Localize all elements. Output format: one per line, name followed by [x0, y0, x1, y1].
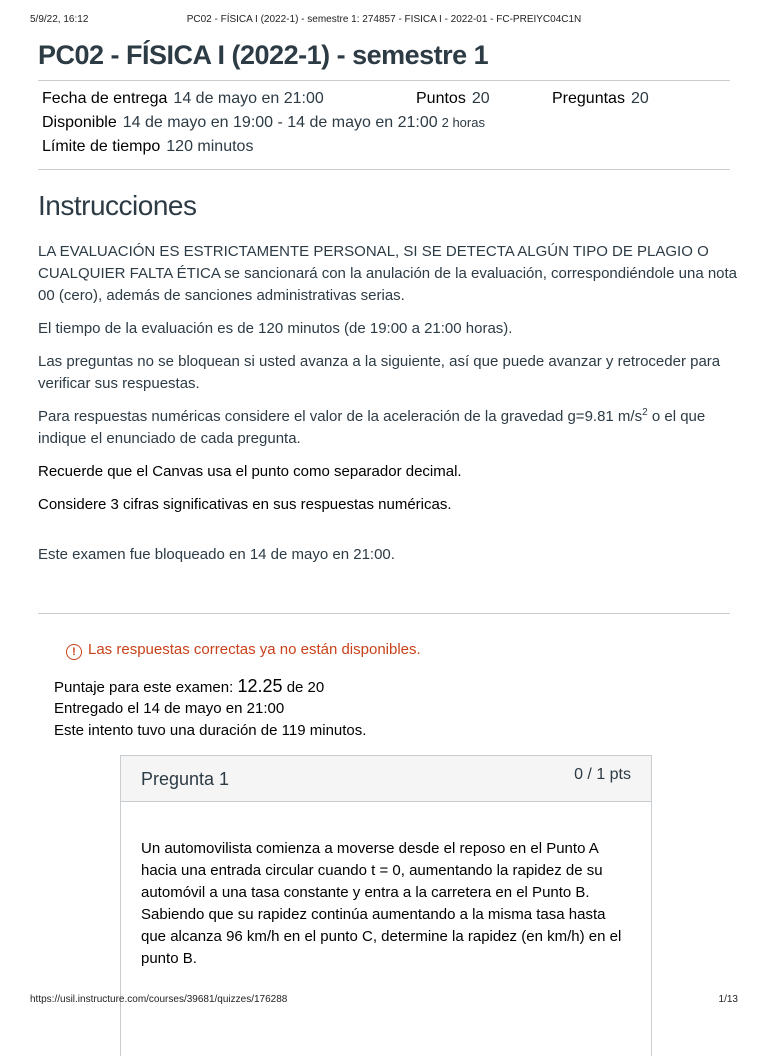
available-row: [42, 114, 485, 132]
available-duration: 2 horas: [441, 115, 485, 130]
instructions-paragraph: LA EVALUACIÓN ES ESTRICTAMENTE PERSONAL, SI SE DETECTA ALGÚN TIPO DE PLAGIO O CUALQUIER FALTA ÉTICA se sancionará con la anulación de la evaluación, correspondiéndole una nota 00 (cero), además de sanciones administrativas serias.: [38, 243, 738, 304]
available-label: Disponible: [42, 114, 117, 131]
instructions-sigfig-note: Considere 3 cifras significativas en sus respuestas numéricas.: [38, 496, 452, 513]
question-header: [121, 756, 651, 802]
points-label: Puntos: [416, 90, 466, 107]
question-text: Un automovilista comienza a moverse desde el reposo en el Punto A hacia una entrada circular cuando t = 0, aumentando la rapidez de su automóvil a una tasa constante y entra a la carretera en el Punto B. Sabiendo que su rapidez continúa aumentando a la misma tasa hasta que alcanza 96 km/h en el punto C, determine la rapidez (en km/h) en el punto B.: [141, 840, 622, 967]
divider: [38, 613, 730, 614]
warning-text: Las respuestas correctas ya no están disponibles.: [88, 641, 421, 658]
gravity-text-end: o el que indique el enunciado de cada pregunta.: [38, 408, 706, 447]
locked-notice: Este examen fue bloqueado en 14 de mayo en 21:00.: [38, 546, 395, 563]
time-limit-value: 120 minutos: [166, 138, 254, 155]
gravity-text: Para respuestas numéricas considere el valor de la aceleración de la gravedad g=9.81 m/s: [38, 408, 643, 425]
divider: [38, 169, 730, 170]
questions-label: Preguntas: [552, 90, 625, 107]
score-label: Puntaje para este examen:: [54, 679, 234, 696]
instructions-paragraph-gravity: [38, 406, 738, 450]
print-title: PC02 - FÍSICA I (2022-1) - semestre 1: 274857 - FISICA I - 2022-01 - FC-PREIYC04C1N: [186, 14, 582, 25]
answers-unavailable-alert: [66, 641, 421, 660]
instructions-heading: Instrucciones: [38, 190, 197, 221]
page-url: https://usil.instructure.com/courses/39681/quizzes/176288: [30, 994, 288, 1005]
score-total: de 20: [286, 679, 325, 696]
due-value: 14 de mayo en 21:00: [173, 90, 324, 107]
due-label: Fecha de entrega: [42, 90, 168, 107]
divider: [38, 80, 730, 81]
questions-value: 20: [630, 90, 649, 107]
question-title: Pregunta 1: [141, 769, 230, 789]
print-date: 5/9/22, 16:12: [30, 14, 89, 25]
score-value: 12.25: [237, 676, 283, 696]
score-line: [54, 676, 324, 697]
instructions-paragraph: Las preguntas no se bloquean si usted avanza a la siguiente, así que puede avanzar y retroceder para verificar sus respuestas.: [38, 353, 721, 392]
available-value: 14 de mayo en 19:00 - 14 de mayo en 21:00: [122, 114, 438, 131]
instructions-decimal-note: Recuerde que el Canvas usa el punto como separador decimal.: [38, 463, 462, 480]
points-value: 20: [471, 90, 490, 107]
question-points: 0 / 1 pts: [574, 766, 631, 783]
exponent: 2: [642, 407, 648, 418]
time-limit-label: Límite de tiempo: [42, 138, 161, 155]
points-row: [416, 90, 490, 108]
questions-row: [552, 90, 649, 108]
submitted-line: Entregado el 14 de mayo en 21:00: [54, 700, 285, 717]
question-card: [120, 755, 652, 1056]
time-limit-row: [42, 138, 253, 156]
duration-line: Este intento tuvo una duración de 119 minutos.: [54, 722, 367, 739]
page-title: PC02 - FÍSICA I (2022-1) - semestre 1: [38, 40, 489, 70]
warning-icon: !: [66, 644, 82, 660]
page-number: 1/13: [718, 994, 738, 1005]
due-date-row: [42, 90, 324, 108]
instructions-paragraph: El tiempo de la evaluación es de 120 minutos (de 19:00 a 21:00 horas).: [38, 320, 513, 337]
